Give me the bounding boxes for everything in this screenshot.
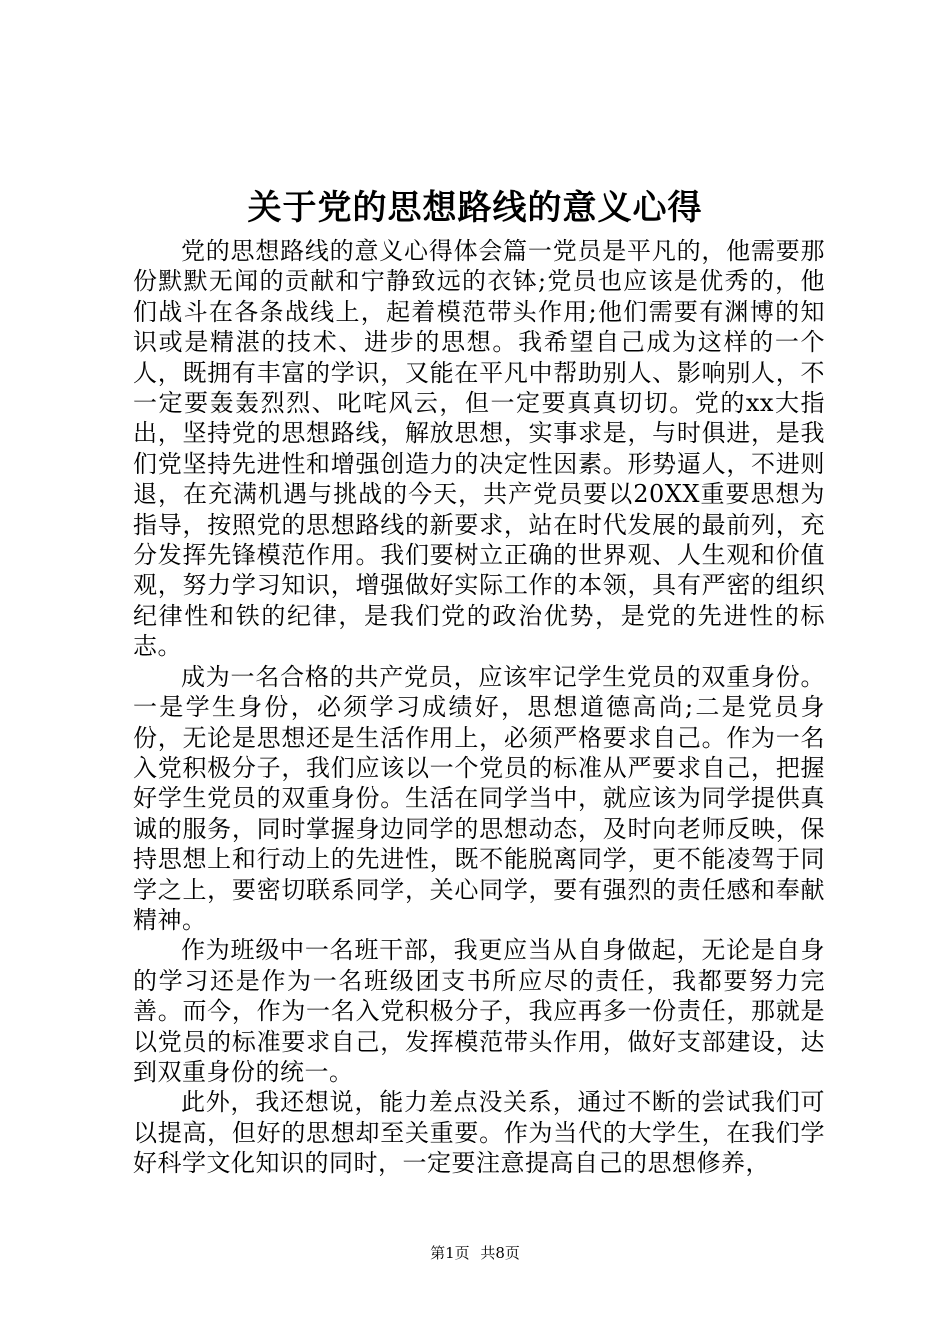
page-number: 第1页 bbox=[430, 1244, 470, 1262]
paragraph-2: 成为一名合格的共产党员，应该牢记学生党员的双重身份。一是学生身份，必须学习成绩好，思想道德高尚;二是党员身份，无论是思想还是生活作用上，必须严格要求自己。作为一名入党积极分子，我们应该以一个党员的标准从严要求自己，把握好学生党员的双重身份。生活在同学当中，就应该为同学提供真诚的服务，同时掌握身边同学的思想动态，及时向老师反映，保持思想上和行动上的先进性，既不能脱离同学，更不能凌驾于同学之上，要密切联系同学，关心同学，要有强烈的责任感和奉献精神。 bbox=[133, 662, 825, 934]
paragraph-4: 此外，我还想说，能力差点没关系，通过不断的尝试我们可以提高，但好的思想却至关重要。作为当代的大学生，在我们学好科学文化知识的同时，一定要注意提高自己的思想修养， bbox=[133, 1088, 825, 1178]
document-body bbox=[133, 236, 825, 1179]
page-footer bbox=[0, 1243, 950, 1263]
page-total: 共8页 bbox=[480, 1244, 520, 1262]
document-title: 关于党的思想路线的意义心得 bbox=[247, 188, 703, 228]
paragraph-3: 作为班级中一名班干部，我更应当从自身做起，无论是自身的学习还是作为一名班级团支书所应尽的责任，我都要努力完善。而今，作为一名入党积极分子，我应再多一份责任，那就是以党员的标准要求自己，发挥模范带头作用，做好支部建设，达到双重身份的统一。 bbox=[133, 936, 825, 1086]
paragraph-1: 党的思想路线的意义心得体会篇一党员是平凡的，他需要那份默默无闻的贡献和宁静致远的衣钵;党员也应该是优秀的，他们战斗在各条战线上，起着模范带头作用;他们需要有渊博的知识或是精湛的技术、进步的思想。我希望自己成为这样的一个人，既拥有丰富的学识，又能在平凡中帮助别人、影响别人，不一定要轰轰烈烈、叱咤风云，但一定要真真切切。党的xx大指出，坚持党的思想路线，解放思想，实事求是，与时俱进，是我们党坚持先进性和增强创造力的决定性因素。形势逼人，不进则退，在充满机遇与挑战的今天，共产党员要以20XX重要思想为指导，按照党的思想路线的新要求，站在时代发展的最前列，充分发挥先锋模范作用。我们要树立正确的世界观、人生观和价值观，努力学习知识，增强做好实际工作的本领，具有严密的组织纪律性和铁的纪律，是我们党的政治优势，是党的先进性的标志。 bbox=[133, 237, 825, 661]
